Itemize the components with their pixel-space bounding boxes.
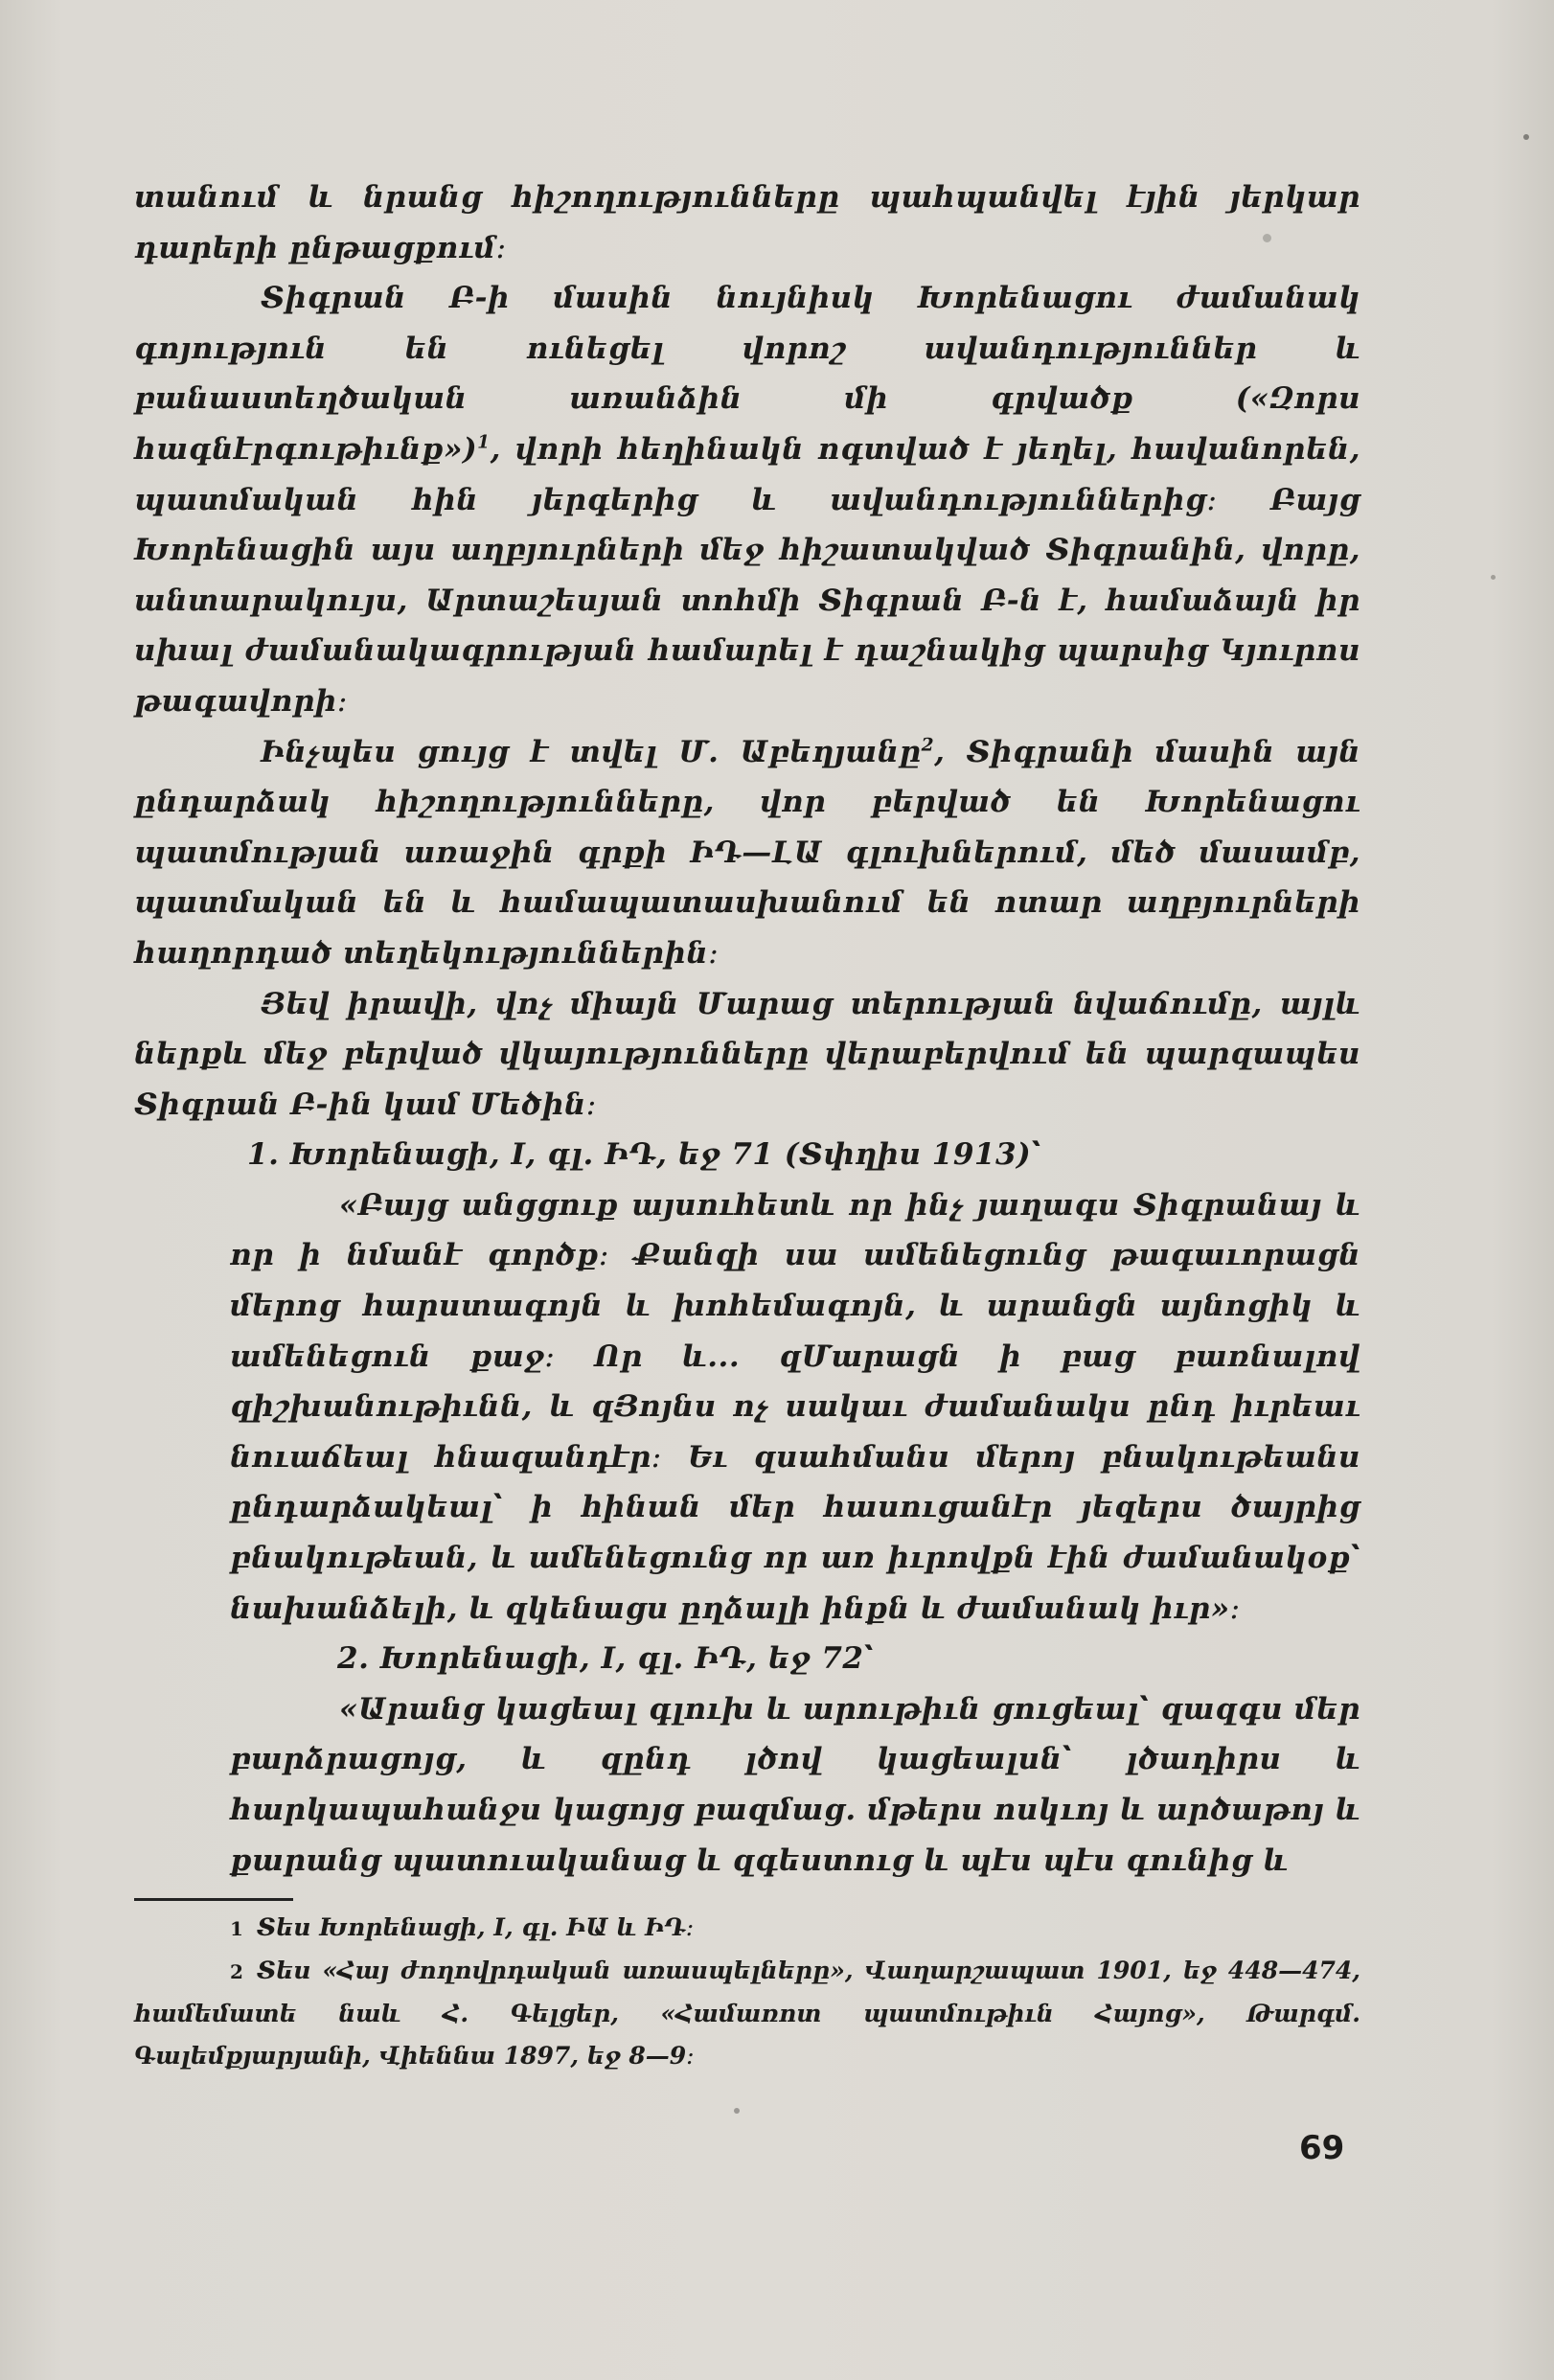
- citation-heading: 2. Խորենացի, I, գլ. ԻԴ, եջ 72՝: [337, 1641, 874, 1677]
- paragraph: Տիգրան Բ-ի մասին նույնիսկ Խորենացու ժամանակ գոյություն են ունեցել վորոշ ավանդություններ և բանաստեղծական առանձին մի գրվածք («Զորս հագնէրգութիւնք»)$^1$, վորի հեղինակն ոգտված է յեղել, հավանորեն, պատմական հին յերգերից և ավանդություններից։ Բայց Խորենացին այս աղբյուրների մեջ հիշատակված Տիգրանին, վորը, անտարակույս, Արտաշեսյան տոհմի Տիգրան Բ-ն է, համաձայն իր սխալ ժամանակագրության համարել է դաշնակից պարսից Կյուրոս թագավորի։: [134, 281, 1360, 719]
- footnote-divider: [134, 1898, 293, 1901]
- paper-speck: [734, 2108, 740, 2114]
- main-text: [134, 172, 1360, 1886]
- footnote-number: 1: [230, 1917, 243, 1940]
- page-number: 69: [1299, 2129, 1345, 2167]
- footnote: 1 Տես Խորենացի, I, գլ. ԻԱ և ԻԴ։: [230, 1913, 695, 1941]
- footnote: 2 Տես «Հայ ժողովրդական առասպելները», Վաղարշապատ 1901, եջ 448—474, համեմատե նաև Հ. Գելցեր, «Համառոտ պատմութիւն Հայոց», Թարգմ. Գալեմքյարյանի, Վիեննա 1897, եջ 8—9։: [134, 1957, 1360, 2070]
- paper-speck: [1523, 134, 1529, 140]
- footnotes: [134, 1907, 1360, 2077]
- paragraph: տանում և նրանց հիշողությունները պահպանվել էյին յերկար դարերի ընթացքում։: [134, 180, 1360, 265]
- paragraph: Ինչպես ցույց է տվել Մ. Աբեղյանը$^2$, Տիգրանի մասին այն ընդարձակ հիշողությունները, վոր բերված են Խորենացու պատմության առաջին գրքի ԻԴ—ԼԱ գլուխներում, մեծ մասամբ, պատմական են և համապատասխանում են ոտար աղբյուրների հաղորդած տեղեկություններին։: [134, 734, 1360, 971]
- footnote-ref[interactable]: 1: [477, 432, 491, 453]
- paragraph: Յեվ իրավի, վոչ միայն Մարաց տերության նվաճումը, այլև ներքև մեջ բերված վկայությունները վերաբերվում են պարզապես Տիգրան Բ-ին կամ Մեծին։: [134, 986, 1360, 1122]
- citation-heading: 1. Խորենացի, I, գլ. ԻԴ, եջ 71 (Տփղիս 1913)՝: [247, 1137, 1041, 1173]
- footnote-number: 2: [230, 1960, 243, 1983]
- paper-speck: [1491, 575, 1496, 580]
- footnote-ref[interactable]: 2: [921, 735, 935, 756]
- block-quote: «Արանց կացեալ գլուխ և արութիւն ցուցեալ՝ զազգս մեր բարձրացոյց, և զընդ լծով կացեալսն՝ լծադիրս և հարկապահանջս կացոյց բազմաց. մթերս ոսկւոյ և արծաթոյ և քարանց պատուականաց և զգեստուց և պէս պէս գունից և: [230, 1691, 1360, 1878]
- block-quote: «Բայց անցցուք այսուհետև որ ինչ յաղագս Տիգրանայ և որ ի նմանէ գործք։ Քանզի սա ամենեցունց թագաւորացն մերոց հարստագոյն և խոհեմագոյն, և արանցն այնոցիկ և ամենեցուն քաջ։ Որ և... զՄարացն ի բաց բառնալով զիշխանութիւնն, և զՅոյնս ոչ սակաւ ժամանակս ընդ իւրեաւ նուաճեալ հնազանդէր։ Եւ զսահմանս մերոյ բնակութեանս ընդարձակեալ՝ ի հինան մեր հասուցանէր յեզերս ծայրից բնակութեան, և ամենեցունց որ առ իւրովքն էին ժամանակօք՝ նախանձելի, և զկենացս ըղձալի ինքն և ժամանակ իւր»։: [230, 1187, 1360, 1626]
